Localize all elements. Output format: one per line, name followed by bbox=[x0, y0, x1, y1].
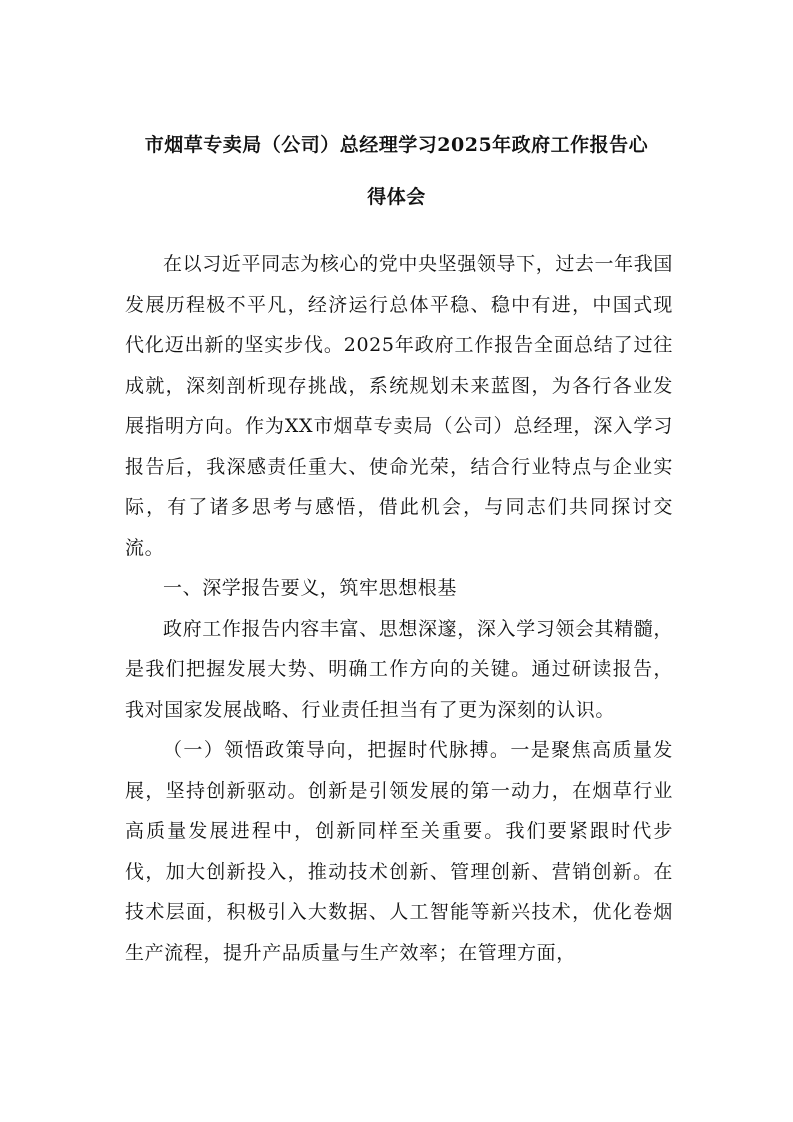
paragraph-intro: 在以习近平同志为核心的党中央坚强领导下，过去一年我国发展历程极不平凡，经济运行总体平稳、稳中有进，中国式现代化迈出新的坚实步伐。2025年政府工作报告全面总结了过往成就，深刻剖析现存挑战，系统规划未来蓝图，为各行各业发展指明方向。作为XX市烟草专卖局（公司）总经理，深入学习报告后，我深感责任重大、使命光荣，结合行业特点与企业实际，有了诸多思考与感悟，借此机会，与同志们共同探讨交流。 bbox=[125, 253, 673, 559]
section-heading-1: 一、深学报告要义，筑牢思想根基 bbox=[163, 577, 458, 599]
paragraph-section-1: 政府工作报告内容丰富、思想深邃，深入学习领会其精髓，是我们把握发展大势、明确工作方向的关键。通过研读报告，我对国家发展战略、行业责任担当有了更为深刻的认识。 bbox=[125, 617, 673, 721]
paragraph-subsection-1: （一）领悟政策导向，把握时代脉搏。一是聚焦高质量发展，坚持创新驱动。创新是引领发展的第一动力，在烟草行业高质量发展进程中，创新同样至关重要。我们要紧跟时代步伐，加大创新投入，推动技术创新、管理创新、营销创新。在技术层面，积极引入大数据、人工智能等新兴技术，优化卷烟生产流程，提升产品质量与生产效率；在管理方面， bbox=[125, 739, 673, 964]
document-title-line1: 市烟草专卖局（公司）总经理学习2025年政府工作报告心 bbox=[144, 134, 649, 156]
document-title-line2: 得体会 bbox=[367, 186, 426, 208]
document-body bbox=[125, 244, 673, 973]
